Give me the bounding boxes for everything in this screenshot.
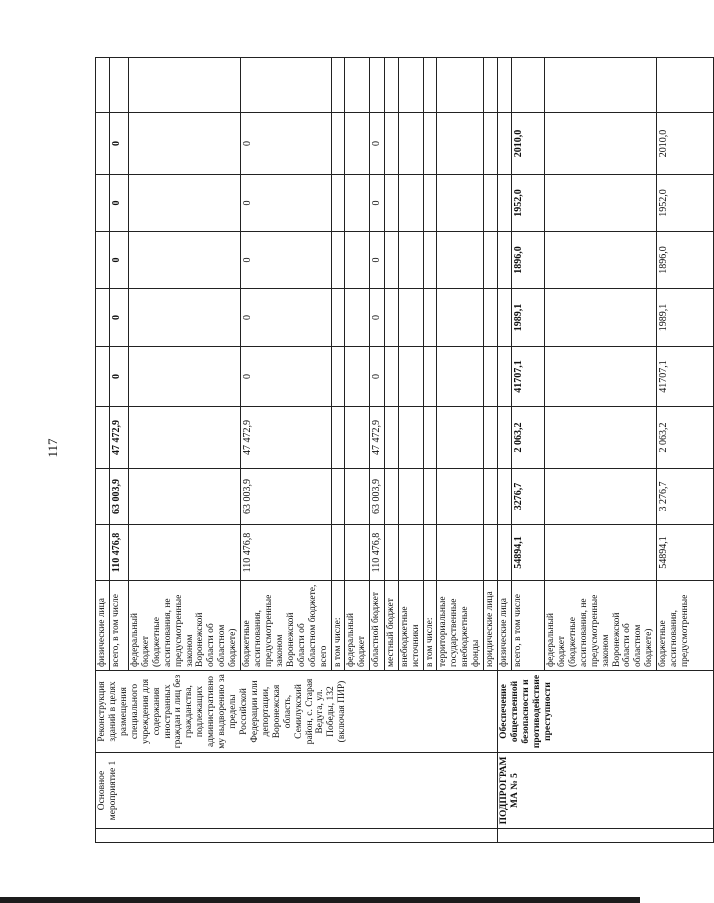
value-cell: [423, 525, 437, 581]
value-cell: 1989,1: [657, 289, 714, 347]
value-cell: [484, 289, 498, 347]
value-cell: [437, 113, 484, 175]
value-cell: 1952,0: [512, 175, 545, 232]
value-cell: [384, 469, 398, 525]
value-cell: [128, 347, 240, 407]
value-cell: 3 276,7: [657, 469, 714, 525]
value-cell: [498, 469, 512, 525]
value-cell: [331, 525, 345, 581]
value-cell: 0: [370, 347, 385, 407]
rotated-table-container: [95, 58, 691, 843]
value-cell: 110 476,8: [370, 525, 385, 581]
value-cell: [96, 232, 110, 289]
funding-source-label: федеральный бюджет: [345, 581, 370, 671]
table-row: [498, 58, 512, 843]
funding-source-label: физические лица: [498, 581, 512, 671]
value-cell: [398, 469, 423, 525]
value-cell: 63 003,9: [370, 469, 385, 525]
page-number: 117: [45, 438, 60, 458]
value-cell: [331, 113, 345, 175]
value-cell: [398, 175, 423, 232]
value-cell: [384, 407, 398, 469]
value-cell: [398, 525, 423, 581]
value-cell: [398, 58, 423, 113]
subprogram-description: Обеспечение общественной безопасности и противодействие преступности: [498, 671, 714, 753]
value-cell: [545, 113, 657, 175]
value-cell: [498, 175, 512, 232]
value-cell: [423, 113, 437, 175]
funding-source-label: областной бюджет: [370, 581, 385, 671]
value-cell: 1952,0: [657, 175, 714, 232]
value-cell: [384, 289, 398, 347]
value-cell: [128, 58, 240, 113]
funding-source-label: всего, в том числе: [109, 581, 128, 671]
value-cell: 0: [241, 347, 331, 407]
value-cell: [423, 289, 437, 347]
value-cell: 0: [241, 232, 331, 289]
value-cell: [498, 232, 512, 289]
value-cell: [484, 469, 498, 525]
value-cell: [128, 113, 240, 175]
value-cell: [331, 175, 345, 232]
value-cell: [437, 232, 484, 289]
value-cell: 1896,0: [657, 232, 714, 289]
value-cell: [128, 469, 240, 525]
value-cell: [128, 407, 240, 469]
value-cell: [545, 175, 657, 232]
value-cell: [345, 469, 370, 525]
value-cell: [545, 232, 657, 289]
value-cell: [423, 469, 437, 525]
value-cell: [96, 289, 110, 347]
value-cell: [345, 407, 370, 469]
funding-source-label: бюджетные ассигнования, предусмотренные: [657, 581, 714, 671]
value-cell: [423, 58, 437, 113]
value-cell: [96, 407, 110, 469]
value-cell: [384, 525, 398, 581]
value-cell: [484, 175, 498, 232]
value-cell: [345, 113, 370, 175]
value-cell: [345, 289, 370, 347]
value-cell: [498, 407, 512, 469]
value-cell: [384, 347, 398, 407]
value-cell: [437, 469, 484, 525]
value-cell: 2010,0: [657, 113, 714, 175]
value-cell: [128, 289, 240, 347]
value-cell: [96, 525, 110, 581]
value-cell: 0: [241, 113, 331, 175]
funding-source-label: территориальные государственные внебюджетные фонды: [437, 581, 484, 671]
value-cell: [398, 407, 423, 469]
value-cell: [128, 232, 240, 289]
funding-source-label: всего, в том числе: [512, 581, 545, 671]
value-cell: 110 476,8: [241, 525, 331, 581]
value-cell: [498, 525, 512, 581]
funding-source-label: федеральный бюджет (бюджетные ассигнования, не предусмотренные законом Воронежской области об областном бюджете): [128, 581, 240, 671]
value-cell: [484, 407, 498, 469]
value-cell: [398, 289, 423, 347]
value-cell: [96, 175, 110, 232]
value-cell: 0: [370, 175, 385, 232]
value-cell: [498, 347, 512, 407]
value-cell: 0: [109, 289, 128, 347]
value-cell: [370, 58, 385, 113]
value-cell: [498, 113, 512, 175]
value-cell: [345, 58, 370, 113]
value-cell: 0: [370, 289, 385, 347]
value-cell: [128, 525, 240, 581]
value-cell: 0: [109, 347, 128, 407]
value-cell: [241, 58, 331, 113]
value-cell: [96, 347, 110, 407]
value-cell: [96, 113, 110, 175]
value-cell: [484, 347, 498, 407]
value-cell: [437, 289, 484, 347]
value-cell: 41707,1: [512, 347, 545, 407]
subprogram-label: ПОДПРОГРАММА № 5: [498, 753, 714, 829]
scan-edge: [0, 897, 640, 903]
funding-source-label: внебюджетные источники: [398, 581, 423, 671]
value-cell: [331, 58, 345, 113]
value-cell: 47 472,9: [370, 407, 385, 469]
main-event-description: Реконструкция зданий в целях размещения специального учреждения для содержания иностранных граждан и лиц без гражданства, подлежащих административному выдворению за пределы Российской Федерации или депортации, Воронежская область, Семилукский район, с. Старая Ведуга, ул. Победы, 132 (включая ПИР): [96, 671, 498, 753]
value-cell: [331, 407, 345, 469]
value-cell: 0: [370, 113, 385, 175]
value-cell: [384, 232, 398, 289]
value-cell: [512, 58, 545, 113]
value-cell: [345, 347, 370, 407]
value-cell: [398, 113, 423, 175]
value-cell: 63 003,9: [241, 469, 331, 525]
value-cell: [498, 58, 512, 113]
value-cell: [437, 58, 484, 113]
value-cell: 3276,7: [512, 469, 545, 525]
value-cell: [545, 58, 657, 113]
value-cell: 0: [109, 113, 128, 175]
value-cell: 54894,1: [657, 525, 714, 581]
funding-source-label: физические лица: [96, 581, 110, 671]
value-cell: [657, 58, 714, 113]
value-cell: 0: [241, 175, 331, 232]
value-cell: [109, 58, 128, 113]
table-row: [96, 58, 110, 843]
value-cell: [437, 525, 484, 581]
value-cell: 0: [241, 289, 331, 347]
value-cell: [437, 175, 484, 232]
value-cell: [345, 232, 370, 289]
value-cell: [437, 407, 484, 469]
value-cell: [423, 175, 437, 232]
funding-source-label: юридические лица: [484, 581, 498, 671]
table-body: [96, 58, 714, 843]
value-cell: 2 063,2: [512, 407, 545, 469]
value-cell: [484, 525, 498, 581]
value-cell: [545, 347, 657, 407]
main-event-label: Основное мероприятие 1: [96, 753, 498, 829]
value-cell: [331, 347, 345, 407]
blank-margin-cell: [498, 829, 714, 843]
value-cell: 47 472,9: [109, 407, 128, 469]
value-cell: [384, 113, 398, 175]
value-cell: [128, 175, 240, 232]
value-cell: [384, 58, 398, 113]
value-cell: 2 063,2: [657, 407, 714, 469]
value-cell: [545, 525, 657, 581]
value-cell: 63 003,9: [109, 469, 128, 525]
blank-margin-cell: [96, 829, 498, 843]
value-cell: 1896,0: [512, 232, 545, 289]
value-cell: [545, 469, 657, 525]
value-cell: [484, 113, 498, 175]
funding-source-label: в том числе:: [331, 581, 345, 671]
value-cell: [398, 232, 423, 289]
value-cell: 110 476,8: [109, 525, 128, 581]
value-cell: [345, 175, 370, 232]
value-cell: [423, 407, 437, 469]
value-cell: [331, 289, 345, 347]
value-cell: [423, 347, 437, 407]
funding-source-label: в том числе:: [423, 581, 437, 671]
value-cell: [331, 469, 345, 525]
value-cell: [545, 289, 657, 347]
funding-source-label: местный бюджет: [384, 581, 398, 671]
value-cell: [96, 58, 110, 113]
value-cell: 2010,0: [512, 113, 545, 175]
value-cell: [484, 232, 498, 289]
budget-table: [95, 57, 714, 843]
value-cell: [345, 525, 370, 581]
value-cell: [545, 407, 657, 469]
value-cell: 47 472,9: [241, 407, 331, 469]
value-cell: 0: [109, 232, 128, 289]
value-cell: [331, 232, 345, 289]
value-cell: 41707,1: [657, 347, 714, 407]
value-cell: [437, 347, 484, 407]
value-cell: [498, 289, 512, 347]
value-cell: 54894,1: [512, 525, 545, 581]
value-cell: [96, 469, 110, 525]
funding-source-label: бюджетные ассигнования, предусмотренные законом Воронежской области об областном бюджете, всего: [241, 581, 331, 671]
value-cell: 1989,1: [512, 289, 545, 347]
value-cell: [423, 232, 437, 289]
value-cell: [384, 175, 398, 232]
value-cell: 0: [370, 232, 385, 289]
value-cell: [484, 58, 498, 113]
funding-source-label: федеральный бюджет (бюджетные ассигнования, не предусмотренные законом Воронежской области об областном бюджете): [545, 581, 657, 671]
value-cell: [398, 347, 423, 407]
value-cell: 0: [109, 175, 128, 232]
